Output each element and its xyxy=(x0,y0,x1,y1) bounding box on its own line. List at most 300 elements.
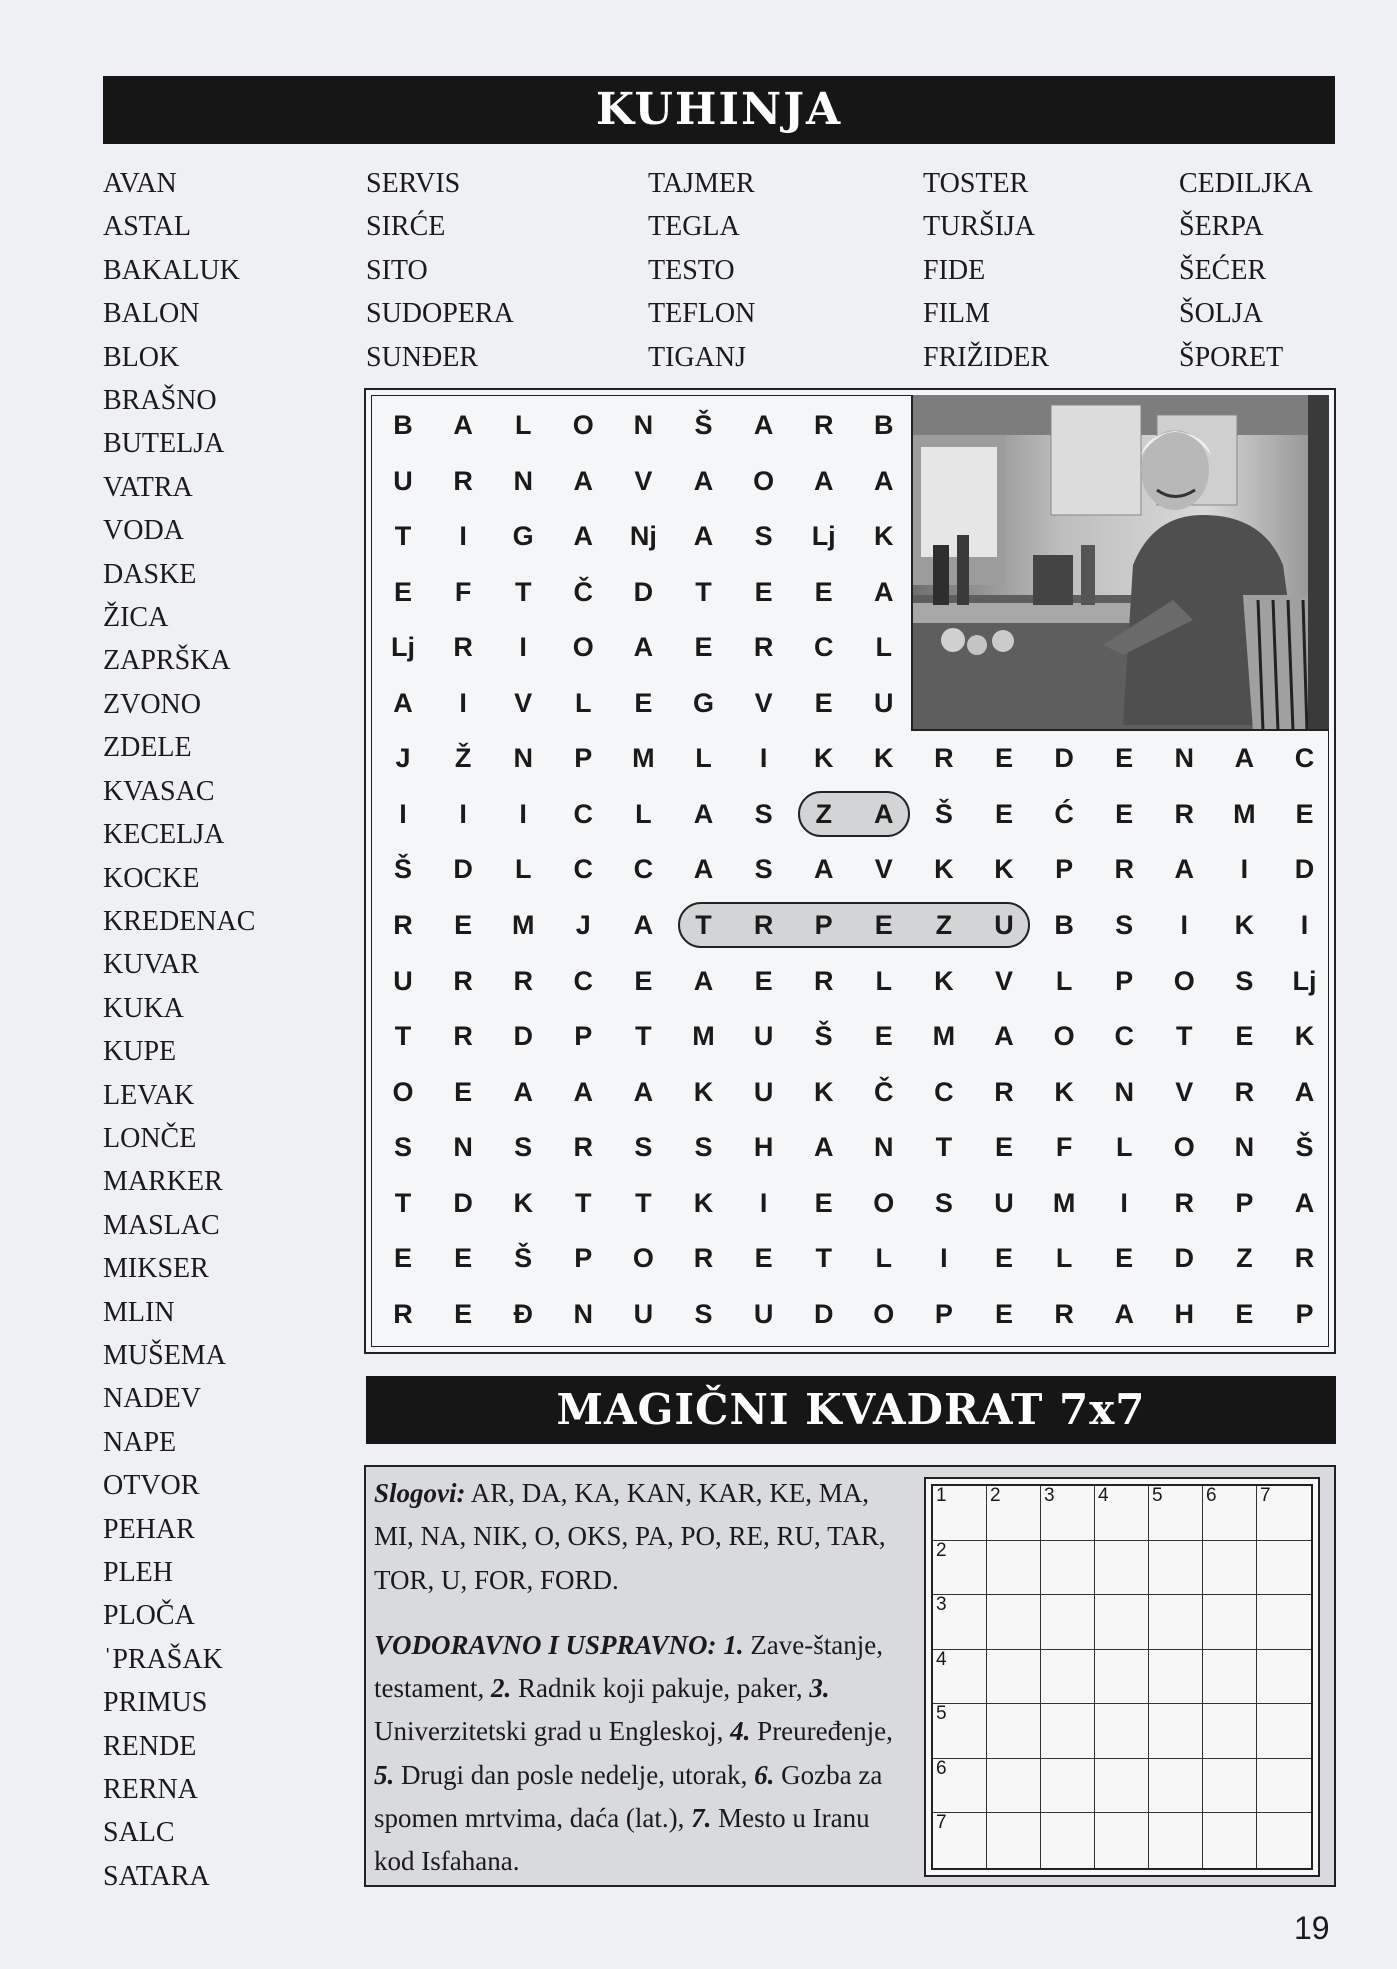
grid-letter: I xyxy=(1120,1187,1128,1218)
grid-letter: D xyxy=(513,1021,533,1052)
title-banner xyxy=(103,76,1335,144)
grid-letter: A xyxy=(633,632,654,663)
grid-letter: T xyxy=(394,1187,412,1218)
grid-letter: L xyxy=(875,1243,893,1274)
grid-letter: T xyxy=(394,1021,412,1052)
magic-square-cell[interactable] xyxy=(1203,1813,1257,1868)
grid-letter: E xyxy=(1235,1021,1254,1052)
cell-number: 5 xyxy=(1152,1485,1163,1506)
grid-letter: V xyxy=(1175,1076,1194,1107)
grid-letter: Š xyxy=(393,854,412,885)
magic-square-cell[interactable] xyxy=(1203,1486,1257,1541)
grid-letter: K xyxy=(1234,909,1255,940)
grid-letter: K xyxy=(693,1076,714,1107)
magic-square-cell[interactable] xyxy=(1149,1759,1203,1814)
word-item: SUDOPERA xyxy=(366,298,514,330)
grid-letter: B xyxy=(1054,909,1074,940)
magic-square-cell[interactable] xyxy=(1041,1486,1095,1541)
magic-square-cell[interactable] xyxy=(1095,1486,1149,1541)
grid-letter: D xyxy=(1294,854,1315,885)
word-item: VODA xyxy=(103,515,184,547)
grid-letter: V xyxy=(634,465,653,496)
grid-letter: A xyxy=(813,854,834,885)
page-number: 19 xyxy=(1294,1910,1330,1946)
grid-letter: R xyxy=(1294,1243,1315,1274)
grid-letter: R xyxy=(753,632,774,663)
grid-letter: T xyxy=(635,1187,652,1218)
grid-letter: E xyxy=(874,909,893,940)
grid-letter: E xyxy=(454,1298,473,1329)
grid-letter: K xyxy=(874,521,894,552)
magic-square-cell[interactable] xyxy=(1041,1595,1095,1650)
grid-letter: A xyxy=(994,1021,1014,1052)
syllables-paragraph xyxy=(374,1472,904,1602)
grid-letter: E xyxy=(814,687,833,718)
cell-number: 3 xyxy=(1044,1485,1055,1506)
clue-text: Radnik koji pakuje, paker, xyxy=(517,1673,803,1704)
grid-letter: A xyxy=(393,687,413,718)
grid-letter: C xyxy=(813,632,834,663)
magic-square-cell[interactable] xyxy=(1257,1813,1311,1868)
grid-letter: R xyxy=(934,743,954,774)
grid-letter: T xyxy=(635,1021,652,1052)
clue-text: Preuređenje, xyxy=(757,1716,893,1747)
grid-letter: A xyxy=(813,465,834,496)
grid-letter: E xyxy=(1115,743,1134,774)
grid-letter: D xyxy=(1174,1243,1195,1274)
magic-square-cell[interactable] xyxy=(1257,1650,1311,1705)
word-item: AVAN xyxy=(103,168,177,199)
word-item: TURŠIJA xyxy=(923,211,1036,243)
word-column xyxy=(366,162,514,379)
highlight-oval xyxy=(678,902,1031,948)
word-item: KUKA xyxy=(103,992,184,1024)
grid-letter: K xyxy=(874,743,894,774)
grid-letter: J xyxy=(395,743,411,774)
magic-square-cell[interactable] xyxy=(1203,1650,1257,1705)
grid-letter: V xyxy=(874,854,893,885)
grid-letter: Ž xyxy=(454,743,472,774)
grid-letter: M xyxy=(1233,798,1256,829)
word-item: SIRĆE xyxy=(366,211,446,243)
grid-letter: Z xyxy=(1236,1243,1253,1274)
grid-letter: I xyxy=(399,798,407,829)
magic-square-cell[interactable] xyxy=(1203,1704,1257,1759)
grid-letter: R xyxy=(573,1132,594,1163)
grid-letter: K xyxy=(1294,1021,1315,1052)
grid-letter: Š xyxy=(814,1021,833,1052)
grid-letter: S xyxy=(1235,965,1254,996)
grid-letter: M xyxy=(511,909,535,940)
cell-number: 1 xyxy=(936,1485,947,1506)
magic-square-cell[interactable] xyxy=(1041,1541,1095,1596)
grid-letter: A xyxy=(693,798,714,829)
grid-letter: S xyxy=(634,1132,653,1163)
word-item: KOCKE xyxy=(103,862,200,894)
word-column xyxy=(923,162,1049,379)
magic-square-cell[interactable] xyxy=(1149,1541,1203,1596)
grid-letter: A xyxy=(633,1076,654,1107)
grid-letter: T xyxy=(575,1187,592,1218)
magic-square-cell[interactable] xyxy=(1149,1813,1203,1868)
word-item: PEHAR xyxy=(103,1513,195,1545)
grid-letter: C xyxy=(573,798,594,829)
word-item: SATARA xyxy=(103,1860,210,1892)
grid-letter: N xyxy=(1174,743,1195,774)
grid-letter: L xyxy=(1055,1243,1073,1274)
syllables-label: Slogovi: xyxy=(374,1478,466,1508)
grid-letter: E xyxy=(1295,798,1314,829)
magic-square-cell[interactable] xyxy=(1041,1650,1095,1705)
magic-square-cell[interactable] xyxy=(1203,1595,1257,1650)
grid-letter: R xyxy=(1174,798,1195,829)
grid-letter: T xyxy=(695,576,712,607)
cell-number: 6 xyxy=(1206,1485,1217,1506)
magic-square-clues xyxy=(374,1472,904,1884)
clue-text: Drugi dan posle nedelje, utorak, xyxy=(401,1759,748,1790)
grid-letter: K xyxy=(994,854,1014,885)
grid-letter: E xyxy=(1235,1298,1254,1329)
grid-letter: T xyxy=(514,576,532,607)
grid-letter: O xyxy=(632,1243,654,1274)
grid-letter: D xyxy=(453,1187,473,1218)
grid-letter: A xyxy=(693,465,714,496)
word-item: KREDENAC xyxy=(103,905,256,937)
grid-letter: U xyxy=(753,1076,774,1107)
magic-square-cell[interactable] xyxy=(987,1813,1041,1868)
clue-number: 6. xyxy=(754,1759,775,1790)
grid-letter: U xyxy=(393,465,413,496)
grid-letter: P xyxy=(1055,854,1074,885)
grid-letter: K xyxy=(934,965,954,996)
magic-square-grid xyxy=(931,1484,1313,1870)
grid-letter: I xyxy=(759,743,768,774)
grid-letter: A xyxy=(813,1132,834,1163)
grid-letter: A xyxy=(693,521,714,552)
grid-letter: I xyxy=(519,632,527,663)
word-item: ŽICA xyxy=(103,602,169,634)
grid-letter: Nj xyxy=(629,521,657,552)
word-item: ŠERPA xyxy=(1179,211,1264,243)
word-item: LONČE xyxy=(103,1122,197,1154)
grid-letter: Z xyxy=(815,798,832,829)
grid-letter: I xyxy=(459,687,467,718)
clue-number: 2. xyxy=(490,1673,512,1704)
magic-square-cell[interactable] xyxy=(1203,1759,1257,1814)
grid-letter: O xyxy=(572,410,594,440)
grid-letter: R xyxy=(1054,1298,1074,1329)
grid-letter: K xyxy=(513,1187,533,1218)
magic-square-cell[interactable] xyxy=(1257,1595,1311,1650)
magic-square-cell[interactable] xyxy=(987,1650,1041,1705)
grid-letter: E xyxy=(634,687,653,718)
word-item: BALON xyxy=(103,298,200,330)
grid-letter: P xyxy=(1235,1187,1254,1218)
clue-text: Mesto u Iranu kod Isfahana. xyxy=(374,1803,870,1877)
clues-label: VODORAVNO I USPRAVNO: xyxy=(374,1629,717,1660)
clue-number: 7. xyxy=(691,1803,712,1834)
grid-letter: S xyxy=(514,1132,533,1163)
grid-letter: U xyxy=(393,965,413,996)
magic-square-cell[interactable] xyxy=(933,1486,987,1541)
word-item: FRIŽIDER xyxy=(923,341,1049,373)
grid-letter: I xyxy=(519,798,527,829)
grid-letter: A xyxy=(693,854,714,885)
word-item: PRIMUS xyxy=(103,1687,208,1719)
clue-number: 5. xyxy=(374,1759,395,1790)
grid-letter: U xyxy=(753,1298,774,1329)
grid-letter: L xyxy=(695,743,712,774)
grid-letter: L xyxy=(514,410,532,440)
magic-square-cell[interactable] xyxy=(1149,1704,1203,1759)
grid-letter: R xyxy=(393,909,413,940)
grid-letter: R xyxy=(1234,1076,1255,1107)
page-title: KUHINJA xyxy=(595,84,843,135)
magic-square-cell[interactable] xyxy=(987,1486,1041,1541)
grid-letter: C xyxy=(1294,743,1315,774)
grid-letter: T xyxy=(394,521,412,552)
grid-letter: Lj xyxy=(1292,965,1317,996)
grid-letter: E xyxy=(994,1132,1013,1163)
magic-square-cell[interactable] xyxy=(987,1595,1041,1650)
grid-letter: O xyxy=(1053,1021,1075,1052)
grid-letter: P xyxy=(1115,965,1134,996)
cell-number: 4 xyxy=(1098,1485,1109,1506)
word-item: ˈPRAŠAK xyxy=(103,1643,223,1675)
grid-letter: E xyxy=(454,909,473,940)
word-item: TAJMER xyxy=(648,168,755,199)
grid-letter: E xyxy=(634,965,653,996)
magic-square-cell[interactable] xyxy=(1257,1541,1311,1596)
grid-letter: A xyxy=(573,1076,594,1107)
word-item: BRAŠNO xyxy=(103,385,217,417)
chef-in-kitchen-photo xyxy=(911,395,1329,731)
magic-square-cell[interactable] xyxy=(1095,1759,1149,1814)
grid-letter: O xyxy=(873,1298,895,1329)
word-item: CEDILJKA xyxy=(1179,168,1313,199)
word-item: FIDE xyxy=(923,254,986,286)
magic-square-cell[interactable] xyxy=(933,1704,987,1759)
grid-letter: S xyxy=(1115,909,1134,940)
word-column xyxy=(648,162,755,379)
grid-letter: V xyxy=(754,687,773,718)
word-item: ZAPRŠKA xyxy=(103,645,231,677)
magic-square-cell[interactable] xyxy=(1203,1541,1257,1596)
grid-letter: E xyxy=(994,743,1013,774)
grid-letter: O xyxy=(1173,1132,1195,1163)
magic-square-cell[interactable] xyxy=(1149,1486,1203,1541)
grid-letter: C xyxy=(1114,1021,1134,1052)
grid-letter: E xyxy=(754,576,773,607)
magic-square-cell[interactable] xyxy=(1095,1650,1149,1705)
cell-number: 7 xyxy=(1260,1485,1271,1506)
grid-letter: E xyxy=(393,576,412,607)
grid-letter: F xyxy=(1055,1132,1073,1163)
magic-square-cell[interactable] xyxy=(933,1759,987,1814)
word-item: FILM xyxy=(923,298,990,330)
word-item: SALC xyxy=(103,1817,175,1849)
grid-letter: E xyxy=(754,965,773,996)
grid-letter: I xyxy=(1240,854,1249,885)
magic-square-banner xyxy=(366,1376,1336,1444)
word-item: TIGANJ xyxy=(648,341,746,373)
grid-letter: L xyxy=(635,798,652,829)
clue-text: Zave-štanje, testament, xyxy=(374,1629,883,1704)
grid-letter: Đ xyxy=(513,1298,533,1329)
grid-letter: I xyxy=(1300,909,1309,940)
cell-number: 2 xyxy=(990,1485,1001,1506)
grid-letter: Š xyxy=(934,798,953,829)
grid-letter: N xyxy=(874,1132,894,1163)
grid-letter: J xyxy=(575,909,591,940)
grid-letter: D xyxy=(453,854,473,885)
word-item: VATRA xyxy=(103,471,193,503)
grid-letter: K xyxy=(813,743,834,774)
word-item: TESTO xyxy=(648,254,735,286)
grid-letter: A xyxy=(633,909,654,940)
grid-letter: A xyxy=(874,576,894,607)
grid-letter: N xyxy=(573,1298,594,1329)
magic-square-cell[interactable] xyxy=(1257,1704,1311,1759)
clues-paragraph xyxy=(374,1624,904,1884)
magic-square-cell[interactable] xyxy=(987,1759,1041,1814)
grid-letter: E xyxy=(454,1076,473,1107)
magic-square-cell[interactable] xyxy=(1095,1541,1149,1596)
magic-square-cell[interactable] xyxy=(1095,1704,1149,1759)
grid-letter: O xyxy=(392,1076,414,1107)
grid-letter: R xyxy=(453,465,473,496)
clue-number: 1. xyxy=(723,1629,744,1660)
grid-letter: E xyxy=(694,632,713,663)
grid-letter: T xyxy=(935,1132,953,1163)
word-item: TOSTER xyxy=(923,168,1029,199)
grid-letter: Lj xyxy=(391,632,415,663)
clue-text: Univerzitetski grad u Engleskoj, xyxy=(374,1716,724,1747)
magic-square-title: MAGIČNI KVADRAT 7x7 xyxy=(556,1385,1146,1434)
grid-letter: R xyxy=(513,965,533,996)
magic-square-cell[interactable] xyxy=(987,1541,1041,1596)
grid-letter: O xyxy=(753,465,775,496)
grid-letter: C xyxy=(573,965,594,996)
magic-square-cell[interactable] xyxy=(1149,1650,1203,1705)
grid-letter: R xyxy=(393,1298,413,1329)
grid-letter: O xyxy=(572,632,594,663)
grid-letter: R xyxy=(693,1243,714,1274)
grid-letter: S xyxy=(694,1298,713,1329)
clue-number: 4. xyxy=(730,1716,751,1747)
word-item: RENDE xyxy=(103,1730,197,1762)
grid-letter: A xyxy=(1294,1187,1315,1218)
grid-letter: U xyxy=(633,1298,654,1329)
grid-letter: P xyxy=(814,909,833,940)
grid-letter: P xyxy=(574,1021,593,1052)
grid-letter: N xyxy=(453,1132,473,1163)
cell-number: 4 xyxy=(936,1648,947,1670)
magic-square-cell[interactable] xyxy=(933,1595,987,1650)
magic-square-cell[interactable] xyxy=(1257,1486,1311,1541)
grid-letter: A xyxy=(573,521,594,552)
grid-letter: Č xyxy=(874,1076,894,1107)
word-item: MASLAC xyxy=(103,1209,220,1241)
word-item: OTVOR xyxy=(103,1470,200,1502)
magic-square-cell[interactable] xyxy=(933,1650,987,1705)
grid-letter: E xyxy=(1115,1243,1134,1274)
grid-letter: I xyxy=(759,1187,768,1218)
grid-letter: E xyxy=(393,1243,412,1274)
grid-letter: V xyxy=(994,965,1013,996)
grid-letter: M xyxy=(1052,1187,1076,1218)
grid-letter: Č xyxy=(573,576,594,607)
magic-square-cell[interactable] xyxy=(1041,1813,1095,1868)
magic-square-cell[interactable] xyxy=(933,1813,987,1868)
grid-letter: U xyxy=(874,687,894,718)
word-item: KUVAR xyxy=(103,949,199,981)
magic-square-cell[interactable] xyxy=(1257,1759,1311,1814)
grid-letter: H xyxy=(753,1132,774,1163)
grid-letter: M xyxy=(932,1021,956,1052)
word-item: BAKALUK xyxy=(103,254,240,286)
word-item: ASTAL xyxy=(103,211,191,243)
grid-letter: D xyxy=(633,576,654,607)
grid-letter: P xyxy=(574,1243,593,1274)
magic-square-cell[interactable] xyxy=(1095,1595,1149,1650)
grid-letter: S xyxy=(754,798,773,829)
grid-letter: N xyxy=(513,465,533,496)
grid-letter: A xyxy=(693,965,714,996)
grid-letter: S xyxy=(934,1187,953,1218)
clue-text: Gozba za spomen mrtvima, daća (lat.), xyxy=(374,1759,883,1834)
grid-letter: R xyxy=(1114,854,1134,885)
grid-letter: C xyxy=(573,854,594,885)
grid-letter: T xyxy=(1176,1021,1193,1052)
grid-letter: A xyxy=(513,1076,533,1107)
magic-square-cell[interactable] xyxy=(1095,1813,1149,1868)
word-item: NADEV xyxy=(103,1383,201,1415)
cell-number: 7 xyxy=(936,1812,947,1834)
magic-square-cell[interactable] xyxy=(1149,1595,1203,1650)
grid-letter: I xyxy=(940,1243,948,1274)
grid-letter: I xyxy=(459,521,467,552)
grid-letter: R xyxy=(813,965,834,996)
grid-letter: V xyxy=(514,687,533,718)
word-item: KUPE xyxy=(103,1036,177,1068)
word-item: SUNĐER xyxy=(366,341,479,373)
grid-letter: R xyxy=(1174,1187,1195,1218)
grid-letter: R xyxy=(753,909,774,940)
word-item: ŠPORET xyxy=(1179,341,1284,373)
syllables-text: AR, DA, KA, KAN, KAR, KE, MA, MI, NA, NIK, O, OKS, PA, PO, RE, RU, TAR, TOR, U, FOR, FORD. xyxy=(374,1478,886,1595)
grid-letter: N xyxy=(513,743,533,774)
word-item: ŠOLJA xyxy=(1179,298,1264,330)
cell-number: 2 xyxy=(936,1539,947,1561)
grid-letter: A xyxy=(1174,854,1195,885)
grid-letter: O xyxy=(873,1187,895,1218)
cell-number: 6 xyxy=(936,1757,947,1779)
grid-letter: H xyxy=(1174,1298,1195,1329)
grid-letter: S xyxy=(694,1132,713,1163)
clue-number: 3. xyxy=(809,1673,830,1704)
grid-letter: L xyxy=(1115,1132,1133,1163)
grid-letter: E xyxy=(814,1187,833,1218)
magic-square-cell[interactable] xyxy=(987,1704,1041,1759)
grid-letter: T xyxy=(695,909,712,940)
grid-letter: E xyxy=(994,1243,1013,1274)
magic-square-cell[interactable] xyxy=(933,1541,987,1596)
magic-square-cell[interactable] xyxy=(1041,1704,1095,1759)
grid-letter: A xyxy=(753,410,774,440)
magic-square-cell[interactable] xyxy=(1041,1759,1095,1814)
grid-letter: D xyxy=(1054,743,1074,774)
